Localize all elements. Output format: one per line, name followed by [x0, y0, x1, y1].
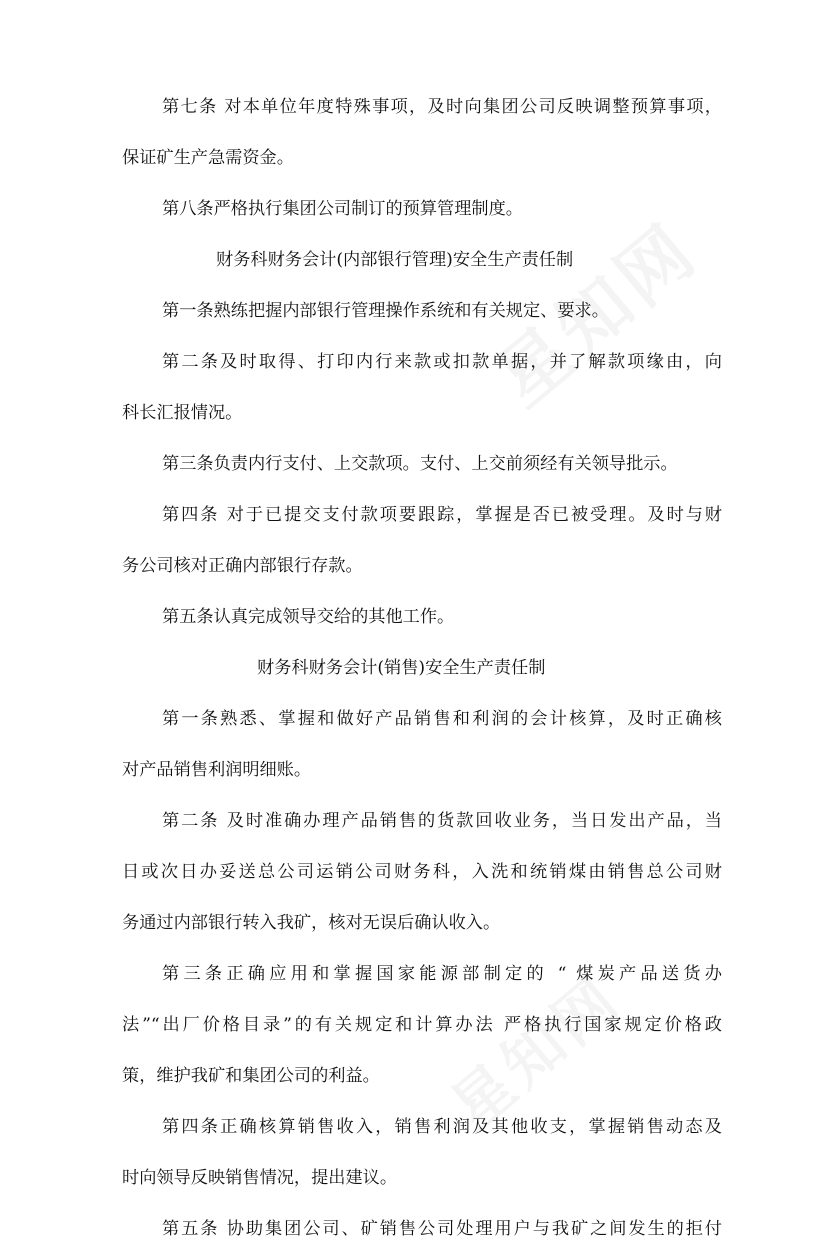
- paragraph-line: 务通过内部银行转入我矿，核对无误后确认收入。: [122, 913, 501, 933]
- paragraph-line: 第三条正确应用和掌握国家能源部制定的 “ 煤炭产品送货办: [162, 964, 722, 984]
- paragraph-line: 第七条 对本单位年度特殊事项，及时向集团公司反映调整预算事项，: [162, 97, 722, 117]
- paragraph-line: 第一条熟练把握内部银行管理操作系统和有关规定、要求。: [162, 301, 609, 321]
- paragraph-line: 科长汇报情况。: [122, 403, 243, 423]
- paragraph-line: 法”“出厂价格目录”的有关规定和计算办法 严格执行国家规定价格政: [122, 1015, 722, 1035]
- paragraph-line: 务公司核对正确内部银行存款。: [122, 556, 363, 576]
- paragraph-line: 日或次日办妥送总公司运销公司财务科，入洗和统销煤由销售总公司财: [122, 862, 722, 882]
- document-body: [122, 82, 722, 1255]
- section-heading: 财务科财务会计(销售)安全生产责任制: [257, 658, 546, 678]
- paragraph-line: 第五条认真完成领导交给的其他工作。: [162, 607, 455, 627]
- paragraph-line: 第二条及时取得、打印内行来款或扣款单据，并了解款项缘由，向: [162, 352, 722, 372]
- paragraph-line: 第五条 协助集团公司、矿销售公司处理用户与我矿之间发生的拒付: [162, 1219, 722, 1239]
- paragraph-line: 策，维护我矿和集团公司的利益。: [122, 1066, 380, 1086]
- paragraph-line: 第一条熟悉、掌握和做好产品销售和利润的会计核算，及时正确核: [162, 709, 722, 729]
- section-heading: 财务科财务会计(内部银行管理)安全生产责任制: [216, 250, 574, 270]
- paragraph-line: 第四条 对于已提交支付款项要跟踪，掌握是否已被受理。及时与财: [162, 505, 722, 525]
- paragraph-line: 时向领导反映销售情况，提出建议。: [122, 1168, 398, 1188]
- paragraph-line: 第四条正确核算销售收入，销售利润及其他收支，掌握销售动态及: [162, 1117, 722, 1137]
- paragraph-line: 对产品销售利润明细账。: [122, 760, 312, 780]
- paragraph-line: 第二条 及时准确办理产品销售的货款回收业务，当日发出产品，当: [162, 811, 722, 831]
- paragraph-line: 第三条负责内行支付、上交款项。支付、上交前须经有关领导批示。: [162, 454, 678, 474]
- paragraph-line: 保证矿生产急需资金。: [122, 148, 294, 168]
- paragraph-line: 第八条严格执行集团公司制订的预算管理制度。: [162, 199, 523, 219]
